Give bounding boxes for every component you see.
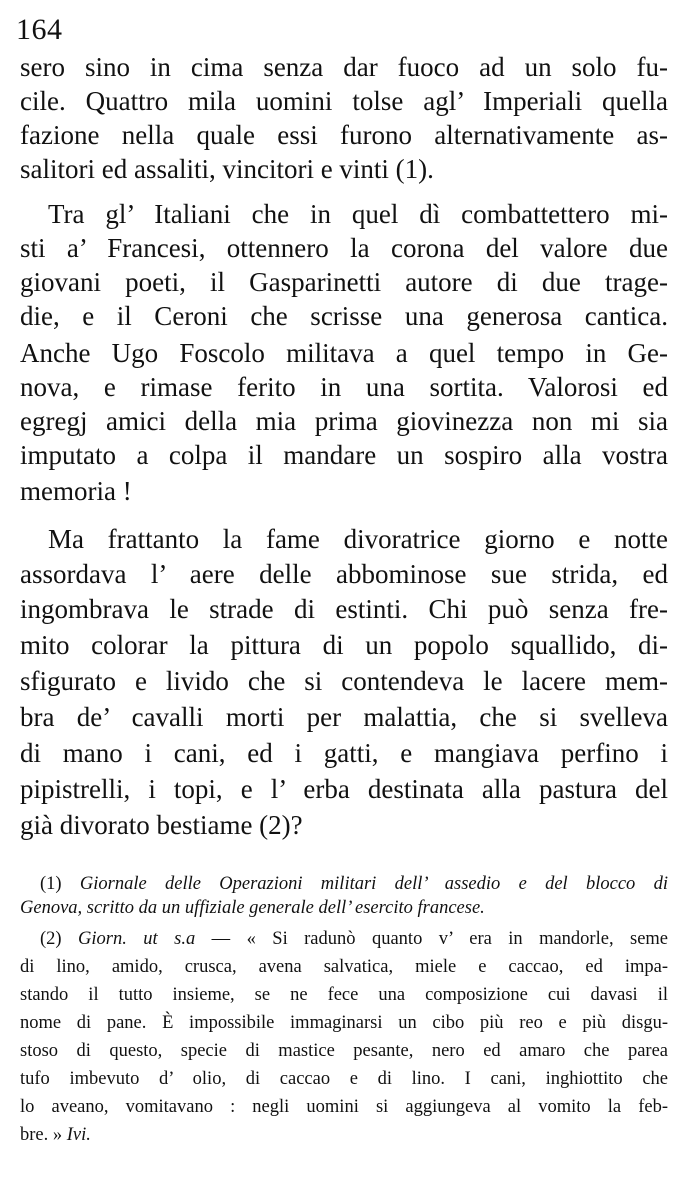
text-line: sero sino in cima senza dar fuoco ad un solo fu- xyxy=(20,52,668,82)
footnote-line: tufo imbevuto d’ olio, di caccao e di lino. I cani, inghiottito che xyxy=(20,1069,668,1089)
text-line: Ma frattanto la fame divoratrice giorno e notte xyxy=(48,524,668,554)
footnote-line: lo aveano, vomitavano : negli uomini si aggiungeva al vomito la feb- xyxy=(20,1097,668,1117)
footnote-line: di lino, amido, crusca, avena salvatica, miele e caccao, ed impa- xyxy=(20,957,668,977)
footnote-marker: (2) xyxy=(40,929,62,949)
text-line: bra de’ cavalli morti per malattia, che si svelleva xyxy=(20,702,668,732)
footnote-marker: (1) xyxy=(40,874,62,894)
page-number: 164 xyxy=(16,13,63,46)
footnote-line: nome di pane. È impossibile immaginarsi un cibo più reo e più disgu- xyxy=(20,1013,668,1033)
footnote-2 xyxy=(40,928,668,950)
text-line: fazione nella quale essi furono alternativamente as- xyxy=(20,120,668,150)
text-line: die, e il Ceroni che scrisse una generosa cantica. xyxy=(20,301,668,331)
footnote-text: bre. » xyxy=(20,1125,63,1145)
footnote-last-line xyxy=(20,1124,668,1146)
footnote-source: Giorn. ut s.a xyxy=(78,929,196,949)
footnote-1 xyxy=(40,873,668,895)
text-line: nova, e rimase ferito in una sortita. Valorosi ed xyxy=(20,372,668,402)
text-line: Tra gl’ Italiani che in quel dì combattettero mi- xyxy=(48,199,668,229)
text-line: sfigurato e livido che si contendeva le lacere mem- xyxy=(20,666,668,696)
text-line: salitori ed assaliti, vincitori e vinti (1). xyxy=(20,154,434,184)
text-line: mito colorar la pittura di un popolo squallido, di- xyxy=(20,630,668,660)
text-line: sti a’ Francesi, ottennero la corona del valore due xyxy=(20,233,668,263)
text-line: giovani poeti, il Gasparinetti autore di due trage- xyxy=(20,267,668,297)
text-line: memoria ! xyxy=(20,476,132,506)
text-line: cile. Quattro mila uomini tolse agl’ Imperiali quella xyxy=(20,86,668,116)
text-line: egregj amici della mia prima giovinezza non mi sia xyxy=(20,406,668,436)
footnote-line: stando il tutto insieme, se ne fece una composizione cui davasi il xyxy=(20,985,668,1005)
footnote-text: — « Si radunò quanto v’ era in mandorle, seme xyxy=(211,929,669,949)
footnote-1-line-2: Genova, scritto da un uffiziale generale dell’ esercito francese. xyxy=(20,898,485,918)
text-line: già divorato bestiame (2)? xyxy=(20,810,303,840)
text-line: di mano i cani, ed i gatti, e mangiava perfino i xyxy=(20,738,668,768)
text-line: assordava l’ aere delle abbominose sue strida, ed xyxy=(20,559,668,589)
footnote-line: stoso di questo, specie di mastice pesante, nero ed amaro che parea xyxy=(20,1041,668,1061)
footnote-reference: Ivi. xyxy=(66,1125,91,1145)
footnote-text: Giornale delle Operazioni militari dell’ assedio e del blocco di xyxy=(79,874,668,894)
text-line: imputato a colpa il mandare un sospiro alla vostra xyxy=(20,440,668,470)
text-line: Anche Ugo Foscolo militava a quel tempo in Ge- xyxy=(20,338,668,368)
text-line: pipistrelli, i topi, e l’ erba destinata alla pastura del xyxy=(20,774,668,804)
text-line: ingombrava le strade di estinti. Chi può senza fre- xyxy=(20,594,668,624)
